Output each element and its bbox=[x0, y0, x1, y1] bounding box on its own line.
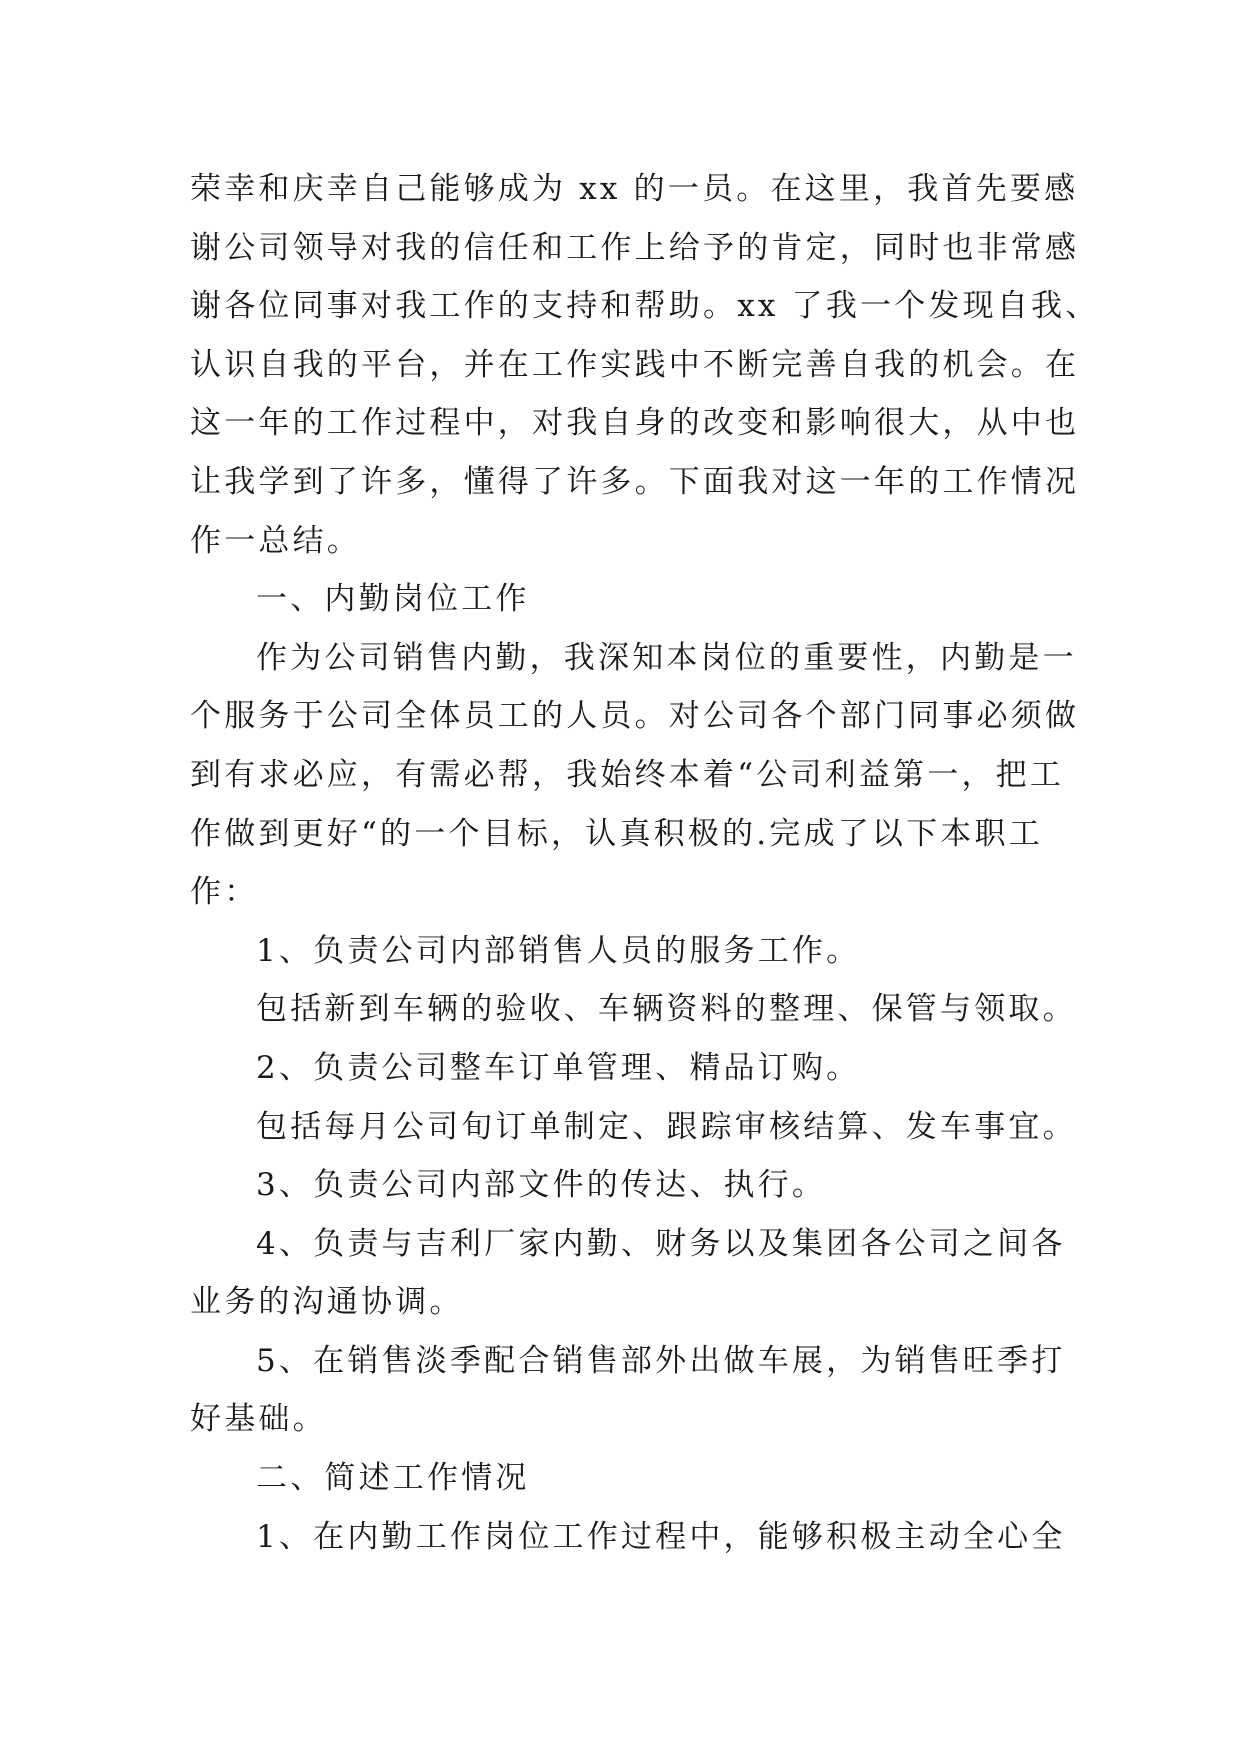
list-item: 4、负责与吉利厂家内勤、财务以及集团各公司之间各 bbox=[256, 1225, 1066, 1262]
text-line: 作： bbox=[190, 874, 259, 911]
document-body bbox=[190, 160, 1100, 1566]
text-line: 谢各位同事对我工作的支持和帮助。xx 了我一个发现自我、 bbox=[190, 288, 1100, 325]
list-item: 1、在内勤工作岗位工作过程中，能够积极主动全心全 bbox=[256, 1518, 1066, 1555]
list-item: 1、负责公司内部销售人员的服务工作。 bbox=[256, 932, 861, 969]
list-item: 5、在销售淡季配合销售部外出做车展，为销售旺季打 bbox=[256, 1342, 1066, 1379]
text-line: 好基础。 bbox=[190, 1401, 327, 1438]
text-line: 到有求必应，有需必帮，我始终本着“公司利益第一，把工 bbox=[190, 756, 1065, 793]
text-line: 作一总结。 bbox=[190, 522, 361, 559]
list-item-detail: 包括新到车辆的验收、车辆资料的整理、保管与领取。 bbox=[256, 991, 1077, 1028]
list-item-detail: 包括每月公司旬订单制定、跟踪审核结算、发车事宜。 bbox=[256, 1108, 1077, 1145]
list-item: 2、负责公司整车订单管理、精品订购。 bbox=[256, 1049, 861, 1086]
text-line: 谢公司领导对我的信任和工作上给予的肯定，同时也非常感 bbox=[190, 229, 1080, 266]
text-line: 作做到更好“的一个目标，认真积极的.完成了以下本职工 bbox=[190, 815, 1043, 852]
text-line: 个服务于公司全体员工的人员。对公司各个部门同事必须做 bbox=[190, 698, 1080, 735]
text-line: 业务的沟通协调。 bbox=[190, 1284, 464, 1321]
text-line: 这一年的工作过程中，对我自身的改变和影响很大，从中也 bbox=[190, 405, 1080, 442]
text-line: 认识自我的平台，并在工作实践中不断完善自我的机会。在 bbox=[190, 346, 1080, 383]
text-line: 让我学到了许多，懂得了许多。下面我对这一年的工作情况 bbox=[190, 463, 1080, 500]
text-line: 作为公司销售内勤，我深知本岗位的重要性，内勤是一 bbox=[256, 639, 1077, 676]
section-heading-1: 一、内勤岗位工作 bbox=[256, 581, 530, 618]
section-heading-2: 二、简述工作情况 bbox=[256, 1460, 530, 1497]
list-item: 3、负责公司内部文件的传达、执行。 bbox=[256, 1167, 827, 1204]
text-line: 荣幸和庆幸自己能够成为 xx 的一员。在这里，我首先要感 bbox=[190, 171, 1079, 207]
